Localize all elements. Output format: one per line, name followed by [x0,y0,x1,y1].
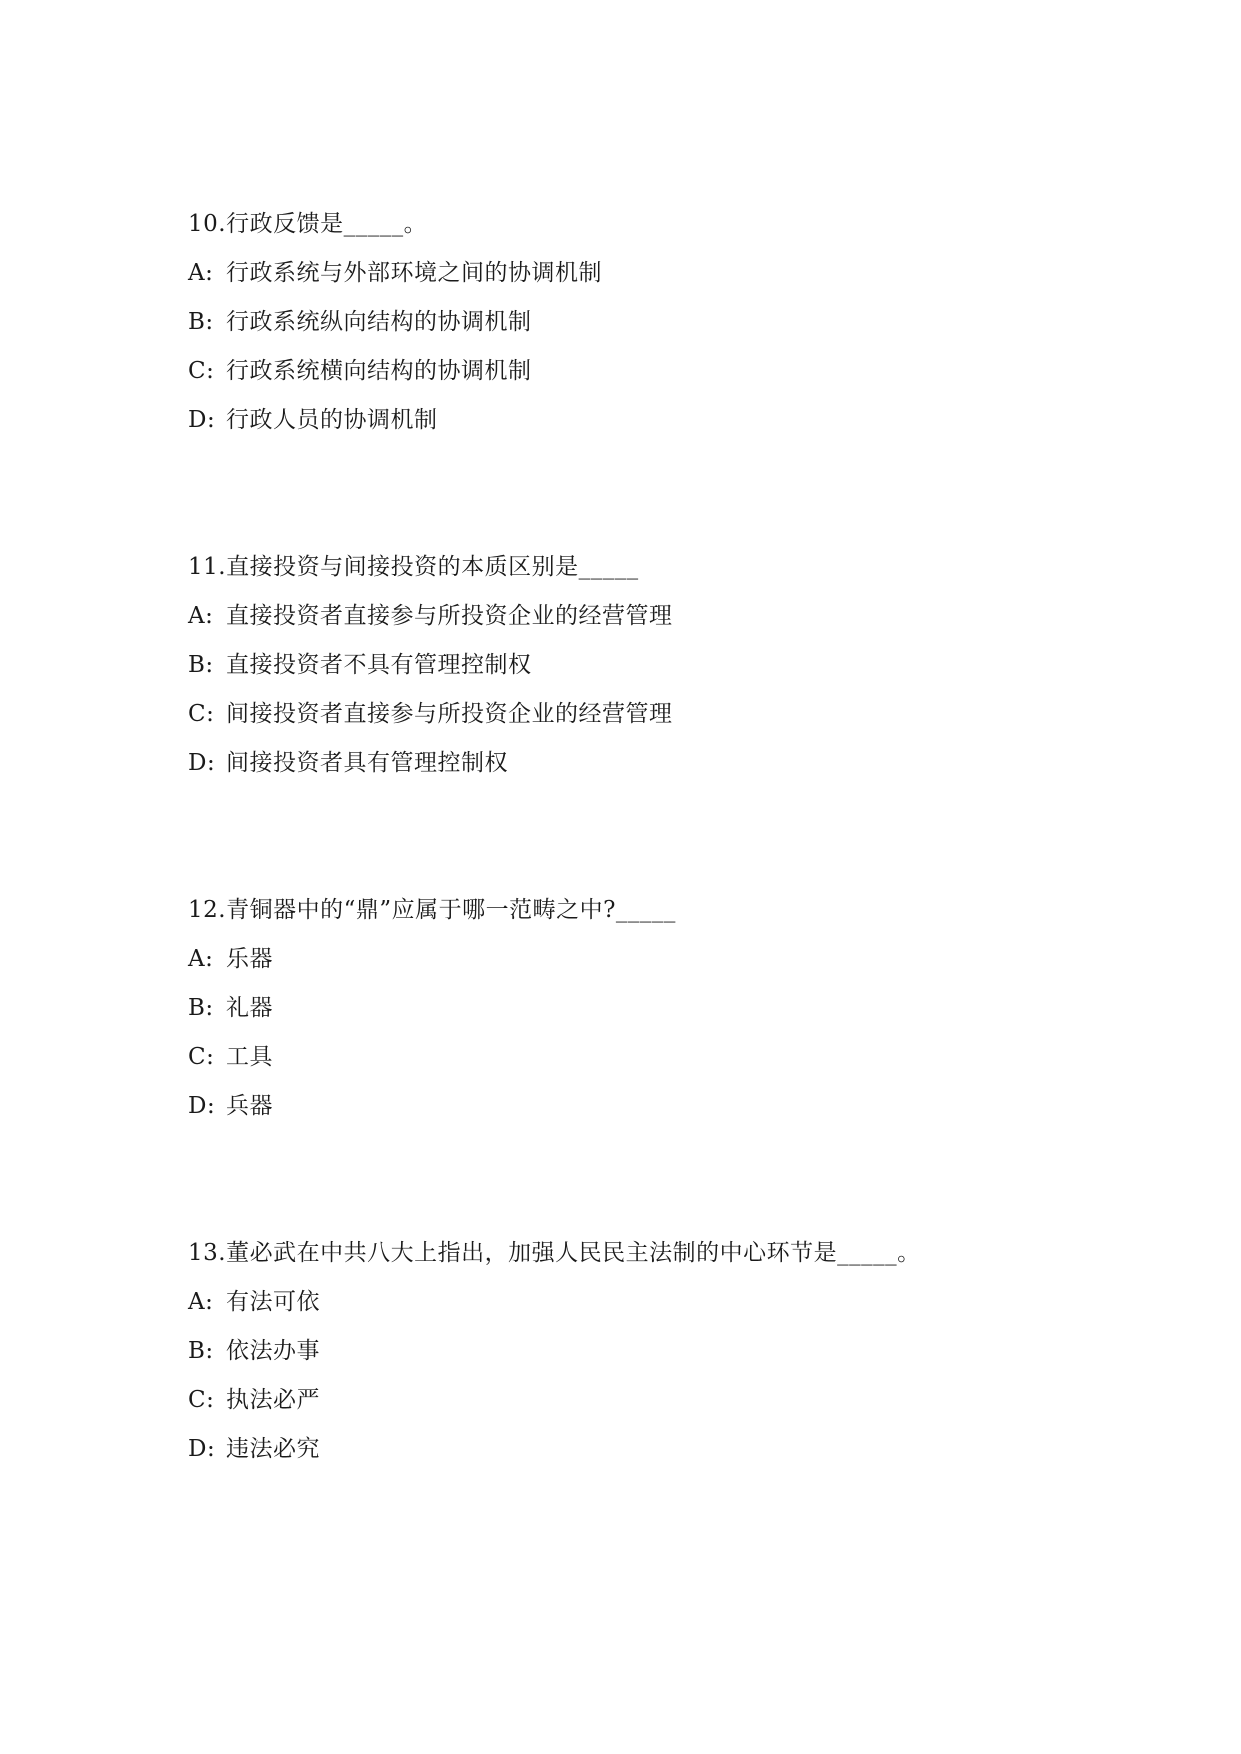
option-letter: C: [188,1044,215,1070]
question-block [188,1235,1088,1480]
option-a [188,255,1088,304]
question-block [188,549,1088,794]
option-d [188,745,1088,794]
option-c [188,1039,1088,1088]
option-c [188,353,1088,402]
option-text: 间接投资者直接参与所投资企业的经营管理 [226,701,673,727]
option-text: 违法必究 [226,1436,320,1462]
option-b [188,304,1088,353]
option-text: 礼器 [226,995,273,1021]
option-letter: A: [188,1289,214,1315]
option-letter: D: [188,407,216,433]
option-text: 直接投资者不具有管理控制权 [226,652,532,678]
option-letter: A: [188,260,214,286]
question-stem: 10.行政反馈是_____。 [188,211,428,237]
option-letter: B: [188,1338,214,1364]
option-text: 直接投资者直接参与所投资企业的经营管理 [226,603,673,629]
option-b [188,1333,1088,1382]
option-c [188,696,1088,745]
option-letter: C: [188,701,215,727]
option-d [188,1088,1088,1137]
question-stem: 13.董必武在中共八大上指出，加强人民民主法制的中心环节是_____。 [188,1240,921,1266]
option-a [188,941,1088,990]
option-letter: C: [188,1387,215,1413]
option-letter: D: [188,1436,216,1462]
option-letter: B: [188,995,214,1021]
question-block [188,206,1088,451]
option-letter: D: [188,1093,216,1119]
option-letter: D: [188,750,216,776]
option-text: 兵器 [226,1093,273,1119]
question-stem: 12.青铜器中的“鼎”应属于哪一范畴之中?_____ [188,897,676,923]
option-letter: A: [188,946,214,972]
option-text: 行政系统横向结构的协调机制 [226,358,532,384]
option-text: 依法办事 [226,1338,320,1364]
option-d [188,1431,1088,1480]
option-text: 有法可依 [226,1289,320,1315]
option-letter: C: [188,358,215,384]
option-text: 行政系统与外部环境之间的协调机制 [226,260,602,286]
option-d [188,402,1088,451]
option-text: 间接投资者具有管理控制权 [226,750,508,776]
option-text: 行政人员的协调机制 [226,407,438,433]
option-a [188,1284,1088,1333]
option-letter: A: [188,603,214,629]
option-letter: B: [188,309,214,335]
option-a [188,598,1088,647]
option-text: 执法必严 [226,1387,320,1413]
option-text: 行政系统纵向结构的协调机制 [226,309,532,335]
question-stem: 11.直接投资与间接投资的本质区别是_____ [188,554,639,580]
option-text: 工具 [226,1044,273,1070]
question-block [188,892,1088,1137]
option-b [188,990,1088,1039]
option-text: 乐器 [226,946,273,972]
option-c [188,1382,1088,1431]
option-b [188,647,1088,696]
option-letter: B: [188,652,214,678]
